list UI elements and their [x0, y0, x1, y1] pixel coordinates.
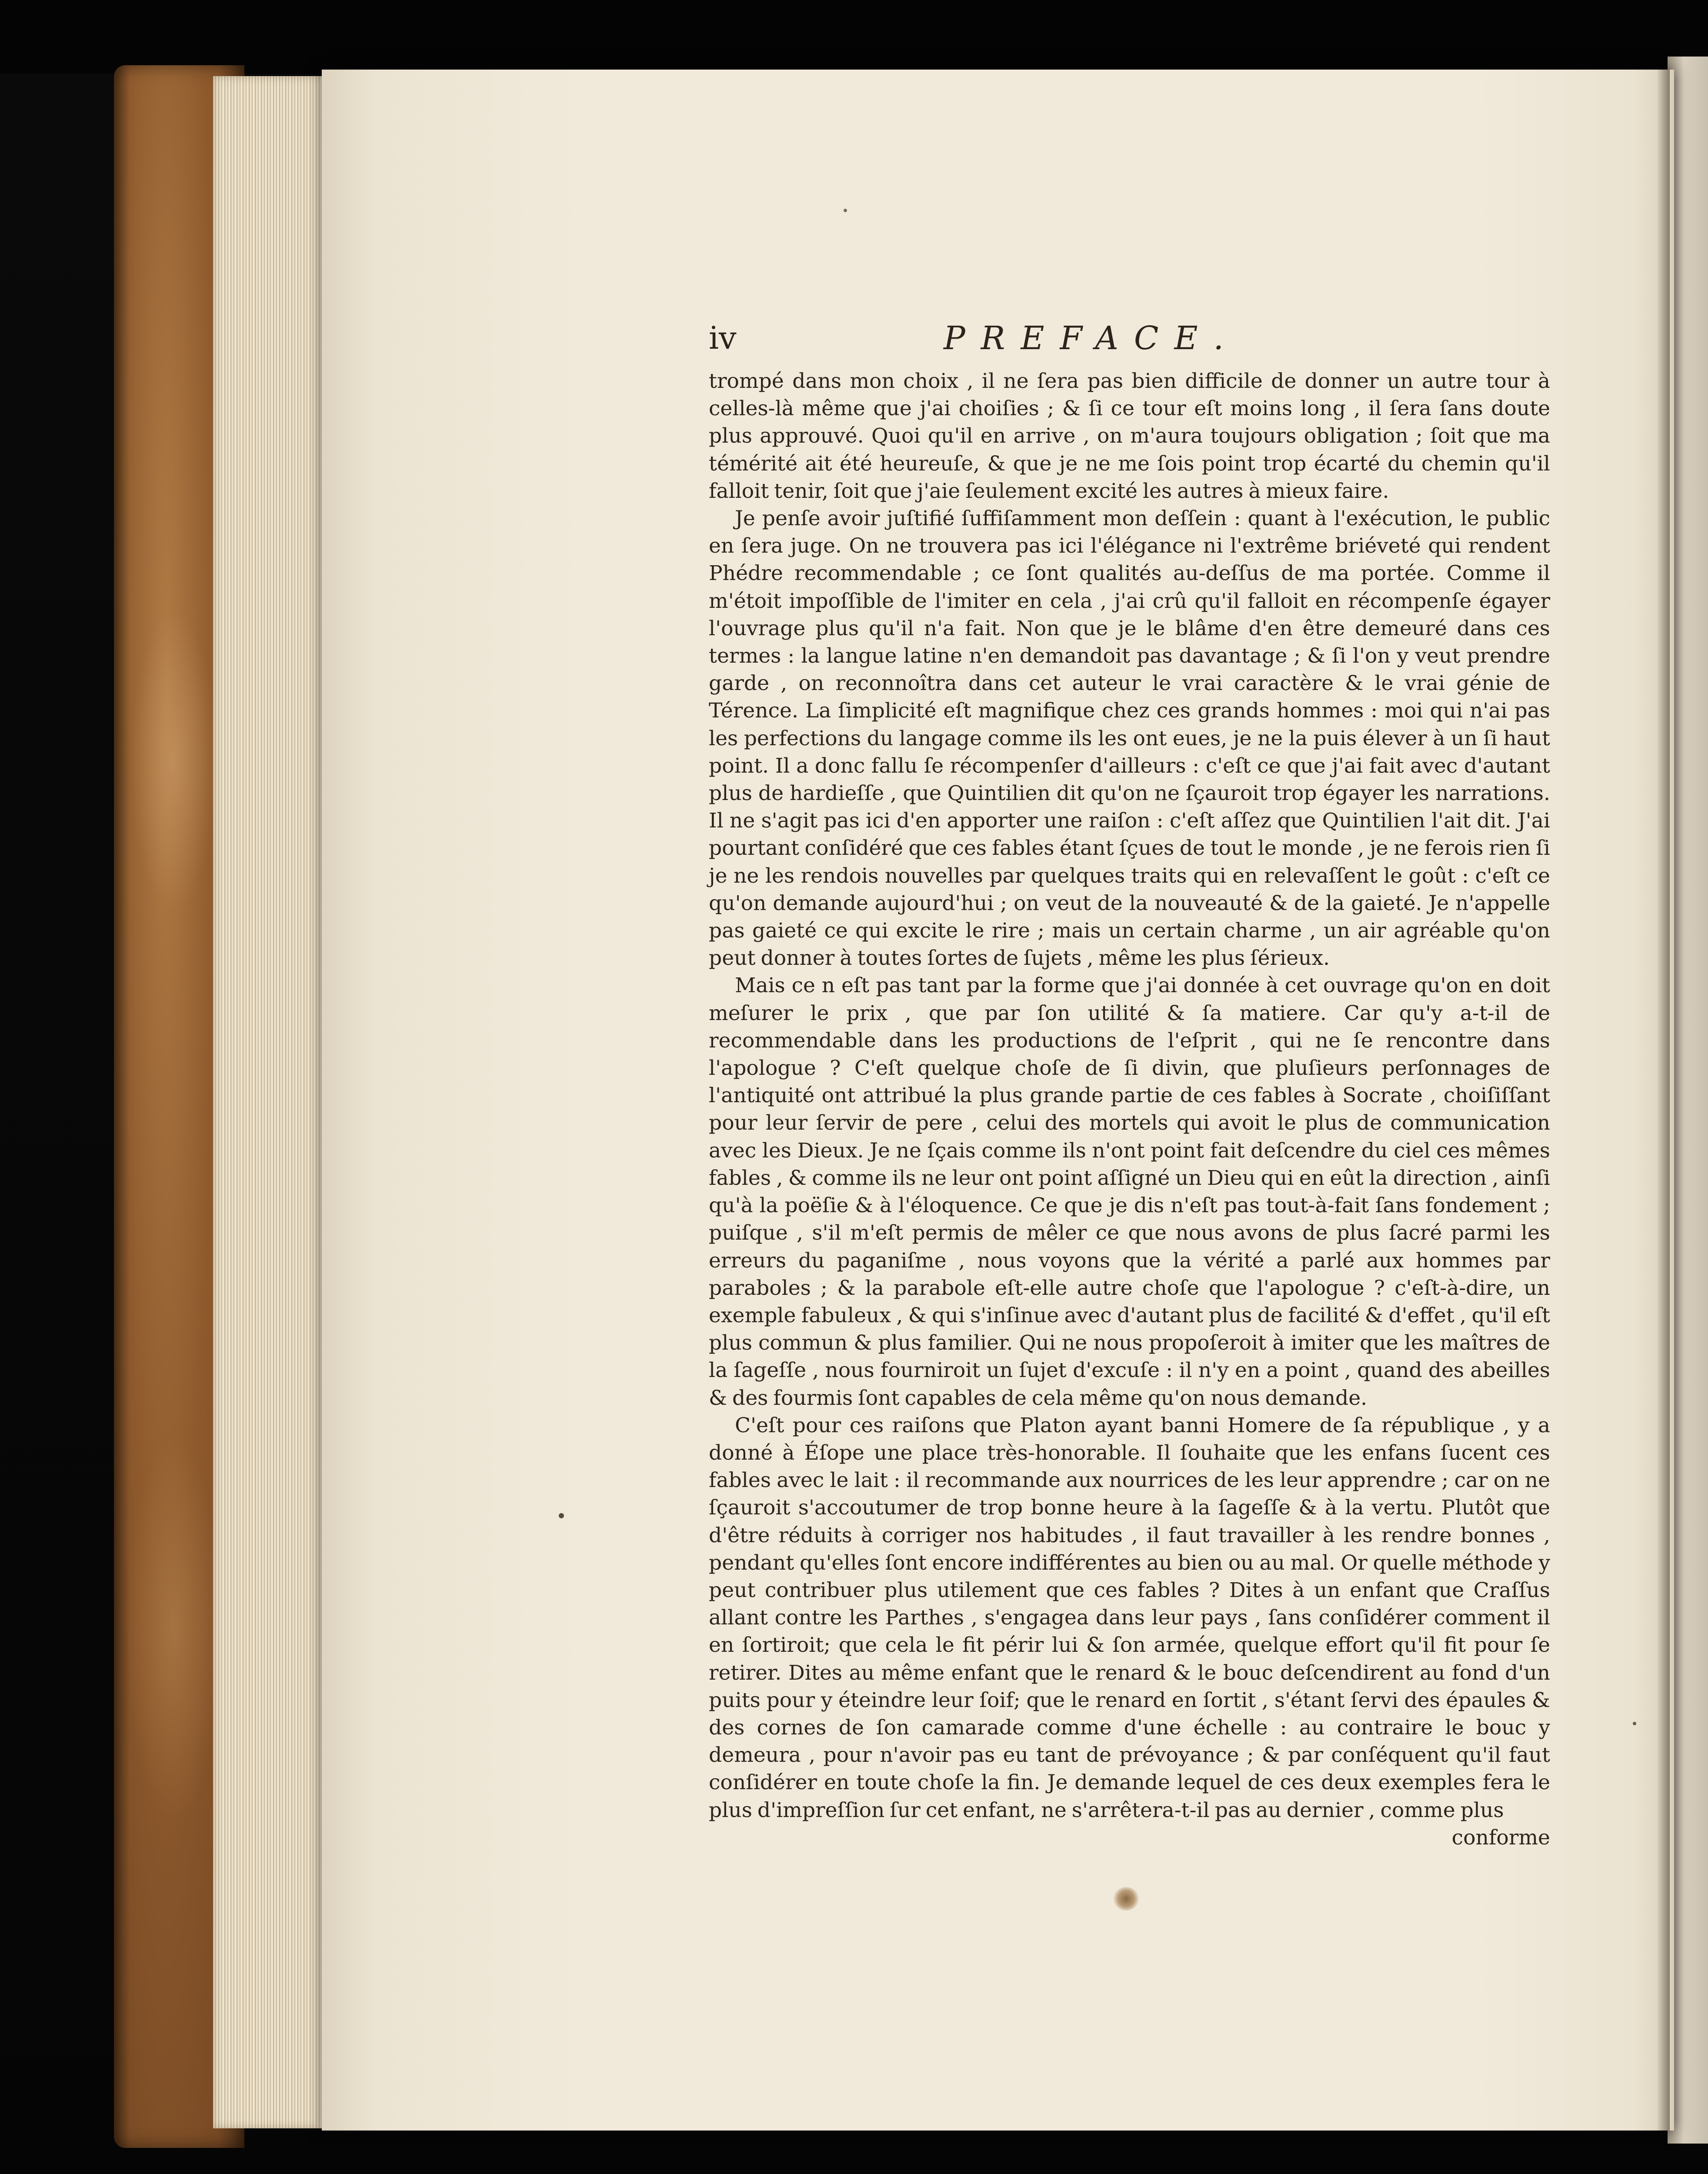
binding-wear-mark — [126, 1435, 222, 1826]
paragraph: trompé dans mon choix , il ne ſera pas bien difficile de donner un autre tour à celles-là même que j'ai choiſies ; & ſi ce tour eſt moins long , il ſera ſans doute plus approuvé. Quoi qu'il en arrive , on m'aura toujours obligation ; ſoit que ma témérité ait été heureuſe, & que je ne me ſois point trop écarté du chemin qu'il falloit tenir, ſoit que j'aie ſeulement excité les autres à mieux faire. — [709, 369, 1550, 503]
binding-wear-mark — [130, 609, 217, 913]
paper-stain — [1113, 1887, 1139, 1911]
gutter-shadow — [1657, 70, 1670, 2131]
page-number: iv — [709, 320, 737, 356]
paper-speck — [844, 209, 847, 212]
page-header — [709, 320, 1550, 367]
text-block — [709, 320, 1550, 1851]
paper-speck — [1633, 1722, 1636, 1725]
body-text — [709, 367, 1550, 1824]
paragraph: Je penſe avoir juſtifié ſuffiſamment mon deſſein : quant à l'exécution, le public en ſera juge. On ne trouvera pas ici l'élégance ni l'extrême briéveté qui rendent Phédre recommendable ; ce ſont qualités au-deſſus de ma portée. Comme il m'étoit impoſſible de l'imiter en cela , j'ai crû qu'il falloit en récompenſe égayer l'ouvrage plus qu'il n'a fait. Non que je le blâme d'en être demeuré dans ces termes : la langue latine n'en demandoit pas davantage ; & ſi l'on y veut prendre garde , on reconnoîtra dans cet auteur le vrai caractère & le vrai génie de Térence. La ſimplicité eſt magnifique chez ces grands hommes : moi qui n'ai pas les perfections du langage comme ils les ont eues, je ne la puis élever à un ſi haut point. Il a donc fallu ſe récompenſer d'ailleurs : c'eſt ce que j'ai fait avec d'autant plus de hardieſſe , que Quintilien dit qu'on ne ſçauroit trop égayer les narrations. Il ne s'agit pas ici d'en apporter une raiſon : c'eſt aſſez que Quintilien l'ait dit. J'ai pourtant conſidéré que ces fables étant ſçues de tout le monde , je ne ferois rien ſi je ne les rendois nouvelles par quelques traits qui en relevaſſent le goût : c'eſt ce qu'on demande aujourd'hui ; on veut de la nouveauté & de la gaieté. Je n'appelle pas gaieté ce qui excite le rire ; mais un certain charme , un air agréable qu'on peut donner à toutes ſortes de ſujets , même les plus ſérieux. — [709, 507, 1550, 970]
running-head: PREFACE. — [944, 320, 1240, 357]
dark-backdrop — [0, 0, 1708, 74]
catchword: conforme — [1451, 1825, 1550, 1850]
paragraph: Mais ce n eſt pas tant par la forme que j'ai donnée à cet ouvrage qu'on en doit meſurer le prix , que par ſon utilité & ſa matiere. Car qu'y a-t-il de recommendable dans les productions de l'eſprit , qui ne ſe rencontre dans l'apologue ? C'eſt quelque choſe de ſi divin, que pluſieurs perſonnages de l'antiquité ont attribué la plus grande partie de ces fables à Socrate , choiſiſſant pour leur ſervir de pere , celui des mortels qui avoit le plus de communication avec les Dieux. Je ne ſçais comme ils n'ont point fait deſcendre du ciel ces mêmes fables , & comme ils ne leur ont point aſſigné un Dieu qui en eût la direction , ainſi qu'à la poëſie & à l'éloquence. Ce que je dis n'eſt pas tout-à-fait ſans fondement ; puiſque , s'il m'eſt permis de mêler ce que nous avons de plus ſacré parmi les erreurs du paganiſme , nous voyons que la vérité a parlé aux hommes par paraboles ; & la parabole eſt-elle autre choſe que l'apologue ? c'eſt-à-dire, un exemple fabuleux , & qui s'inſinue avec d'autant plus de facilité & d'effet , qu'il eſt plus commun & plus familier. Qui ne nous propoſeroit à imiter que les maîtres de la ſageſſe , nous fourniroit un ſujet d'excuſe : il n'y en a point , quand des abeilles & des fourmis ſont capables de cela même qu'on nous demande. — [709, 974, 1550, 1410]
page-edges — [213, 76, 339, 2128]
paper-speck — [559, 1513, 564, 1518]
paragraph: C'eſt pour ces raiſons que Platon ayant banni Homere de ſa république , y a donné à Éſope une place très-honorable. Il ſouhaite que les enfans ſucent ces fables avec le lait : il recommande aux nourrices de les leur apprendre ; car on ne ſçauroit s'accoutumer de trop bonne heure à la ſageſſe & à la vertu. Plutôt que d'être réduits à corriger nos habitudes , il faut travailler à les rendre bonnes , pendant qu'elles ſont encore indifférentes au bien ou au mal. Or quelle méthode y peut contribuer plus utilement que ces fables ? Dites à un enfant que Craſſus allant contre les Parthes , s'engagea dans leur pays , ſans conſidérer comment il en ſortiroit; que cela le fit périr lui & ſon armée, quelque effort qu'il fit pour ſe retirer. Dites au même enfant que le renard & le bouc deſcendirent au fond d'un puits pour y éteindre leur ſoif; que le renard en ſortit , s'étant ſervi des épaules & des cornes de ſon camarade comme d'une échelle : au contraire le bouc y demeura , pour n'avoir pas eu tant de prévoyance ; & par conſéquent qu'il faut conſidérer en toute choſe la fin. Je demande lequel de ces deux exemples fera le plus d'impreſſion ſur cet enfant, ne s'arrêtera-t-il pas au dernier , comme plus — [709, 1413, 1550, 1822]
